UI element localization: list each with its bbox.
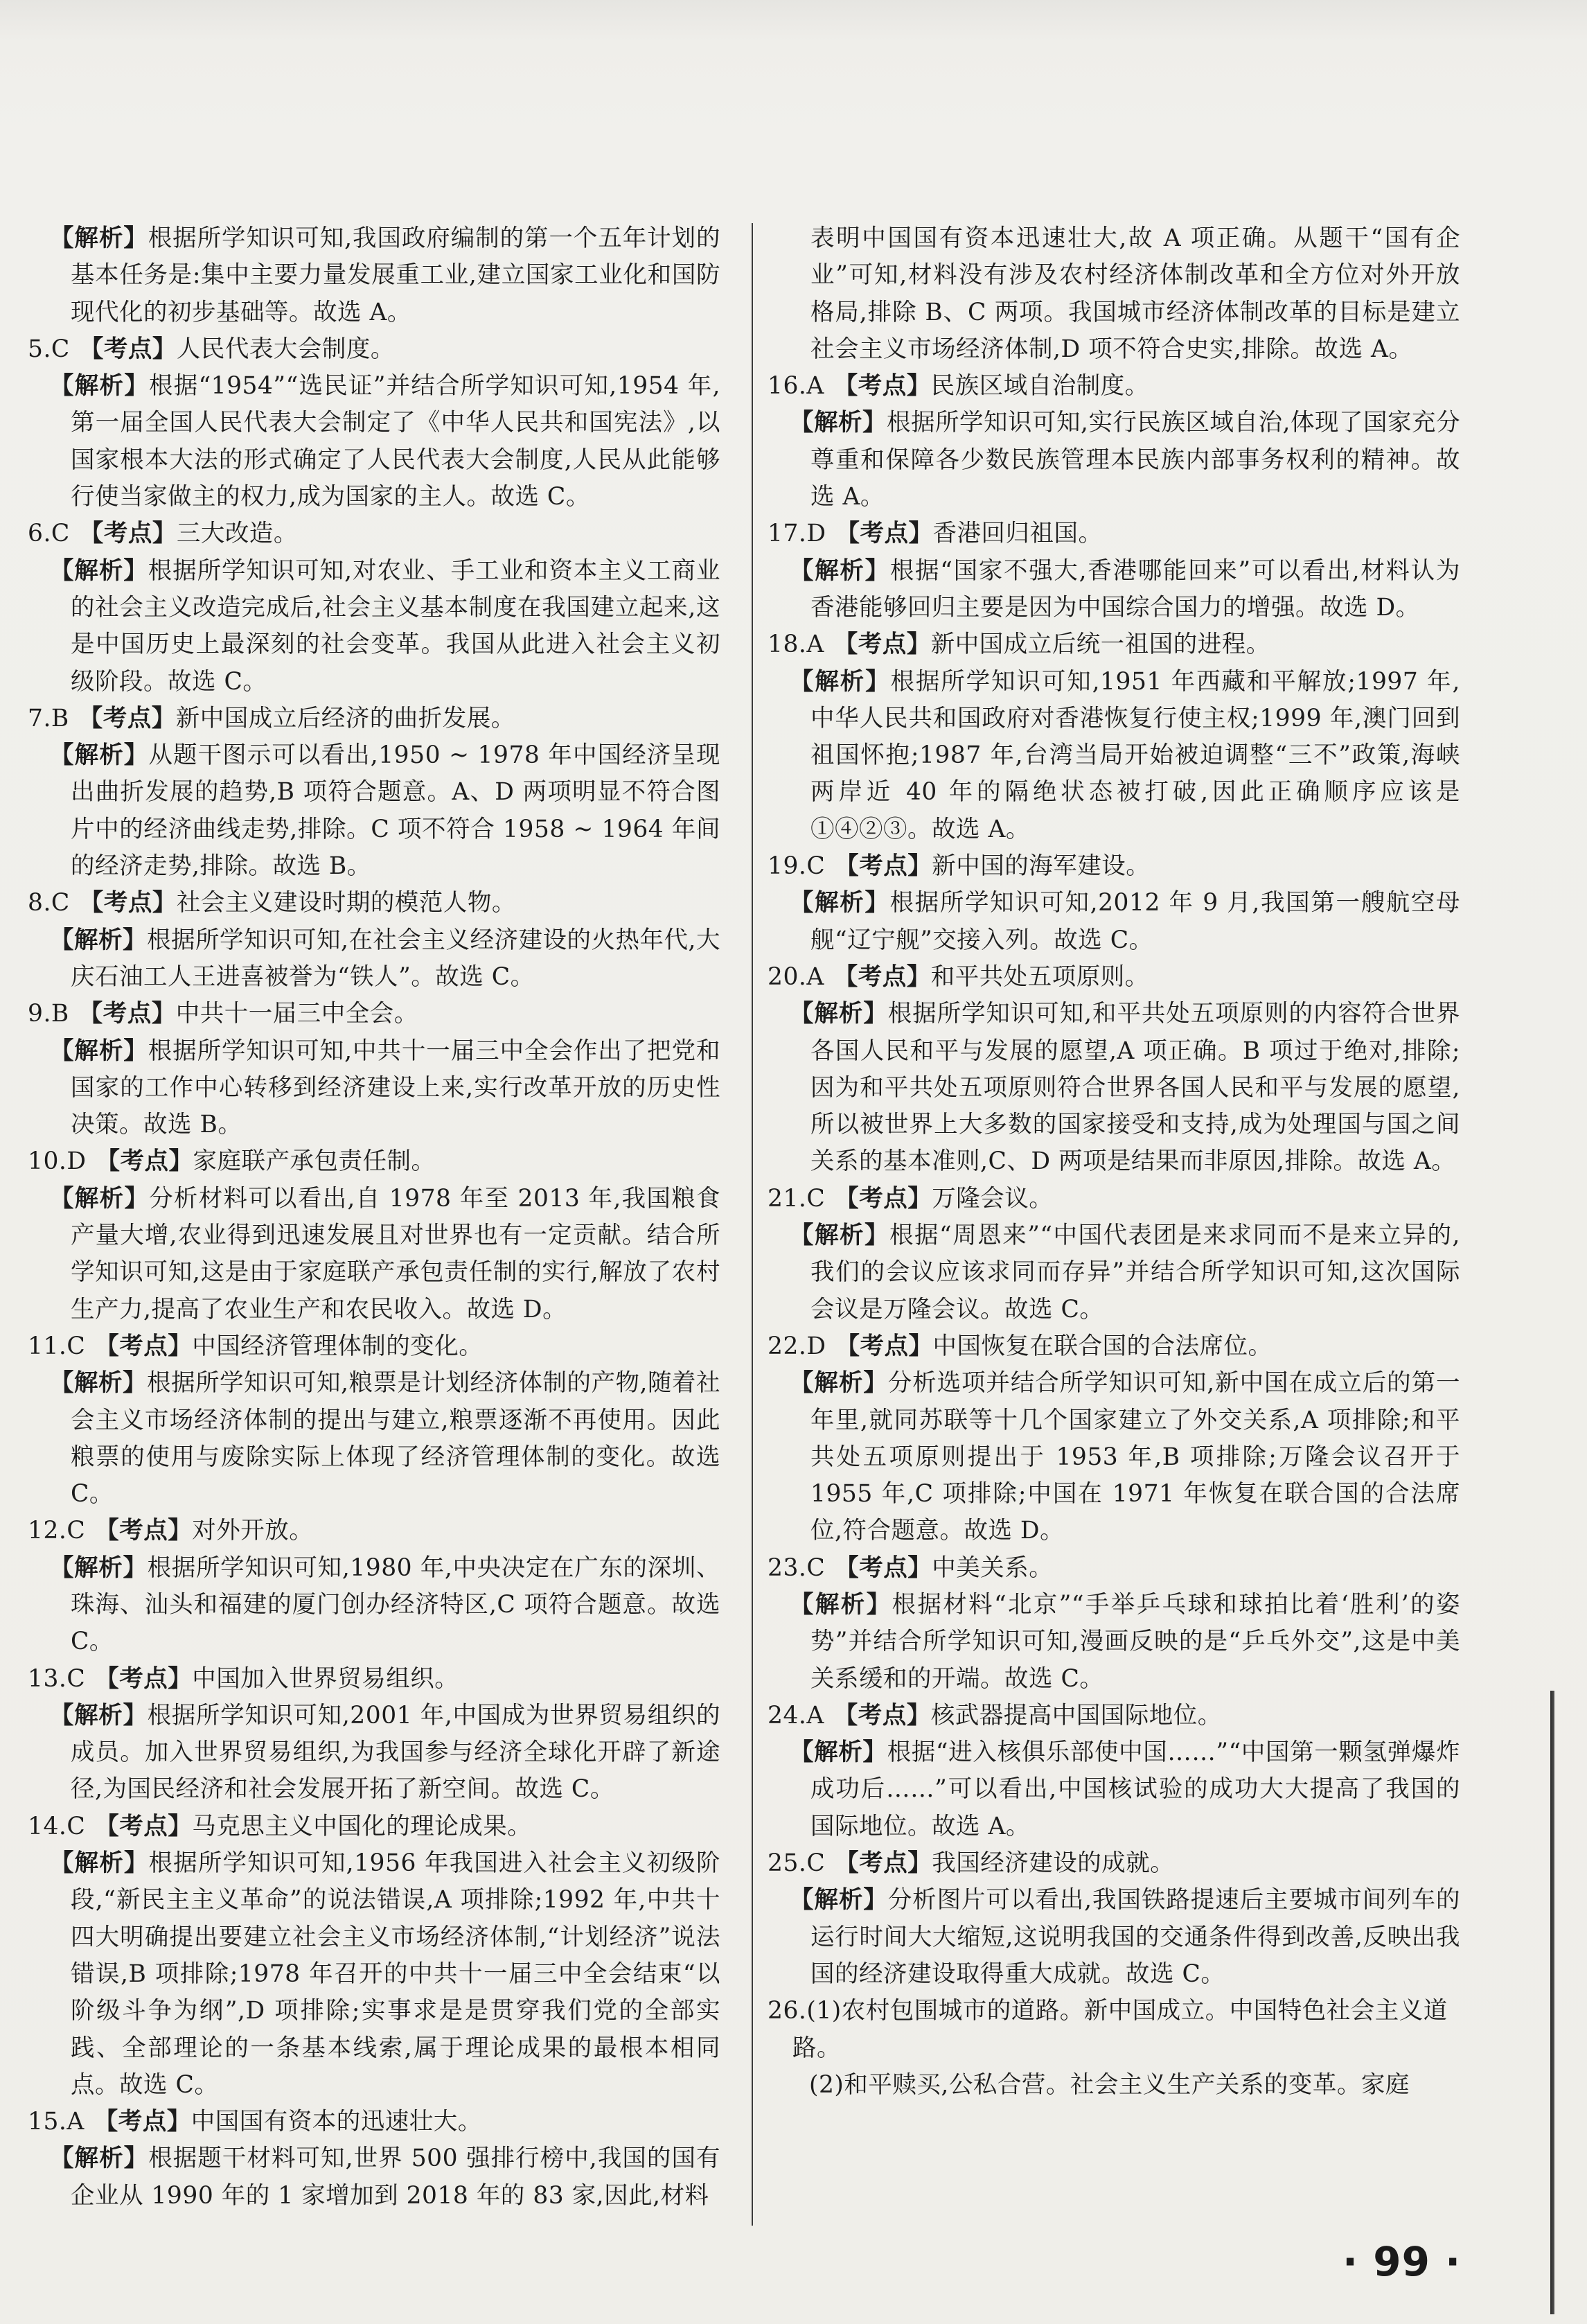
analysis-paragraph [768,1587,1460,1698]
kaodian-tag: 【考点】 [95,1664,193,1693]
analysis-text: 根据“1954”“选民证”并结合所学知识可知,1954 年,第一届全国人民代表大会制定了《中华人民共和国宪法》,以国家根本大法的形式确定了人民代表大会制度,人民从此能够行使当家做主的权力,成为国家的主人。故选 C。 [71,372,720,511]
question-header [28,1808,720,1845]
analysis-text: 根据所学知识可知,2001 年,中国成为世界贸易组织的成员。加入世界贸易组织,为我国参与经济全球化开辟了新途径,为国民经济和社会发展开拓了新空间。故选 C。 [71,1701,720,1804]
question-number: 22.D [768,1332,826,1360]
question-header [768,1181,1460,1217]
column-divider [752,223,753,2226]
kaodian-tag: 【考点】 [94,2108,191,2136]
analysis-tag: 【解析】 [50,1369,148,1398]
analysis-tag: 【解析】 [50,1553,148,1582]
question-number: 5.C [28,335,70,363]
kaodian-tag: 【考点】 [835,1332,933,1360]
analysis-continued [768,220,1460,368]
analysis-tag: 【解析】 [790,1886,888,1914]
question-number: 14.C [28,1812,86,1840]
analysis-tag: 【解析】 [790,1222,890,1250]
question-topic: 中美关系。 [932,1553,1054,1582]
answer-paragraph [768,2067,1460,2104]
kaodian-tag: 【考点】 [79,889,177,917]
kaodian-tag: 【考点】 [835,520,933,548]
analysis-text: 根据所学知识可知,2012 年 9 月,我国第一艘航空母舰“辽宁舰”交接入列。故选 C。 [810,889,1460,954]
analysis-text: 根据“进入核俱乐部使中国……”“中国第一颗氢弹爆炸成功后……”可以看出,中国核试验的成功大大提高了我国的国际地位。故选 A。 [810,1738,1460,1840]
question-number: 8.C [28,889,70,917]
analysis-text: 根据所学知识可知,1980 年,中央决定在广东的深圳、珠海、汕头和福建的厦门创办经济特区,C 项符合题意。故选 C。 [71,1553,720,1656]
kaodian-tag: 【考点】 [95,1332,193,1360]
question-header [28,1661,720,1698]
analysis-text: 根据“国家不强大,香港哪能回来”可以看出,材料认为香港能够回归主要是因为中国综合国力的增强。故选 D。 [810,556,1460,622]
analysis-tag: 【解析】 [790,1590,892,1619]
question-topic: 和平共处五项原则。 [930,962,1149,991]
answer-paragraph [768,1993,1460,2067]
question-header [28,1143,720,1180]
analysis-tag: 【解析】 [50,741,149,770]
analysis-paragraph [768,1217,1460,1328]
question-number: 12.C [28,1517,86,1545]
right-column [768,220,1460,2104]
question-number: 10.D [28,1147,87,1176]
analysis-text: 表明中国国有资本迅速壮大,故 A 项正确。从题干“国有企业”可知,材料没有涉及农村经济体制改革和全方位对外开放格局,排除 B、C 两项。我国城市经济体制改革的目标是建立社会主义市场经济体制,D 项不符合史实,排除。故选 A。 [810,225,1460,363]
analysis-text: 根据所学知识可知,1956 年我国进入社会主义初级阶段,“新民主主义革命”的说法错误,A 项排除;1992 年,中共十四大明确提出要建立社会主义市场经济体制,“计划经济”说法错误,B 项排除;1978 年召开的中共十一届三中全会结束“以阶级斗争为纲”,D 项排除;实事求是是贯穿我们党的全部实践、全部理论的一条基本线索,属于理论成果的最根本相同点。故选 C。 [71,1849,720,2099]
analysis-text: 根据所学知识可知,我国政府编制的第一个五年计划的基本任务是:集中主要力量发展重工业,建立国家工业化和国防现代化的初步基础等。故选 A。 [71,225,721,326]
analysis-tag: 【解析】 [790,1000,888,1028]
left-column [28,220,720,2215]
question-header [768,1698,1460,1734]
answer-text: 26.(1)农村包围城市的道路。新中国成立。中国特色社会主义道路。 [768,1997,1448,2062]
analysis-paragraph [28,1550,720,1661]
analysis-paragraph [28,922,720,996]
kaodian-tag: 【考点】 [835,1184,932,1213]
question-number: 9.B [28,1000,69,1028]
analysis-paragraph [768,1734,1460,1845]
question-header [28,1513,720,1549]
analysis-paragraph [768,996,1460,1180]
question-header [28,701,720,737]
question-number: 11.C [28,1332,86,1360]
kaodian-tag: 【考点】 [833,631,931,659]
analysis-tag: 【解析】 [50,1701,148,1729]
question-topic: 社会主义建设时期的模范人物。 [176,889,516,917]
analysis-paragraph [28,1365,720,1513]
page-edge-shadow [1550,1691,1554,2314]
analysis-tag: 【解析】 [790,1369,888,1398]
question-number: 17.D [768,520,826,548]
question-topic: 新中国的海军建设。 [932,852,1151,881]
analysis-paragraph [28,368,720,516]
kaodian-tag: 【考点】 [78,1000,176,1028]
question-topic: 对外开放。 [192,1517,314,1545]
question-header [768,1550,1460,1587]
kaodian-tag: 【考点】 [95,1517,193,1545]
analysis-text: 根据所学知识可知,对农业、手工业和资本主义工商业的社会主义改造完成后,社会主义基本制度在我国建立起来,这是中国历史上最深刻的社会变革。我国从此进入社会主义初级阶段。故选 C。 [71,556,721,696]
analysis-paragraph [768,1882,1460,1993]
kaodian-tag: 【考点】 [833,372,931,400]
question-number: 19.C [768,852,826,881]
analysis-tag: 【解析】 [50,1849,149,1878]
kaodian-tag: 【考点】 [96,1147,193,1176]
question-topic: 三大改造。 [176,520,298,548]
analysis-text: 分析选项并结合所学知识可知,新中国在成立后的第一年里,就同苏联等十几个国家建立了外交关系,A 项排除;和平共处五项原则提出于 1953 年,B 项排除;万隆会议召开于 1955 年,C 项排除;中国在 1971 年恢复在联合国的合法席位,符合题意。故选 D。 [810,1369,1461,1545]
analysis-tag: 【解析】 [50,1037,148,1065]
question-topic: 民族区域自治制度。 [930,372,1149,400]
question-number: 16.A [768,372,824,400]
question-header [768,1845,1460,1882]
analysis-paragraph [768,405,1460,516]
kaodian-tag: 【考点】 [835,1553,932,1582]
analysis-text: 根据所学知识可知,中共十一届三中全会作出了把党和国家的工作中心转移到经济建设上来,实行改革开放的历史性决策。故选 B。 [71,1037,721,1139]
question-topic: 中国加入世界贸易组织。 [192,1664,459,1693]
question-topic: 新中国成立后统一祖国的进程。 [930,631,1270,659]
question-number: 13.C [28,1664,86,1693]
question-topic: 中国国有资本的迅速壮大。 [190,2108,482,2136]
analysis-paragraph [768,885,1460,959]
question-topic: 香港回归祖国。 [932,520,1103,548]
analysis-text: 从题干图示可以看出,1950 ~ 1978 年中国经济呈现出曲折发展的趋势,B 项符合题意。A、D 两项明显不符合图片中的经济曲线走势,排除。C 项不符合 1958 ~ 1964 年间的经济走势,排除。故选 B。 [71,741,721,881]
kaodian-tag: 【考点】 [833,962,931,991]
question-header [768,516,1460,552]
question-header [768,626,1460,663]
analysis-text: 根据材料“北京”“手举乒乓球和球拍比着‘胜利’的姿势”并结合所学知识可知,漫画反映的是“乒乓外交”,这是中美关系缓和的开端。故选 C。 [810,1590,1461,1693]
question-topic: 中国经济管理体制的变化。 [192,1332,484,1360]
analysis-text: 根据所学知识可知,实行民族区域自治,体现了国家充分尊重和保障各少数民族管理本民族内部事务权利的精神。故选 A。 [810,409,1460,511]
analysis-tag: 【解析】 [50,2145,149,2173]
kaodian-tag: 【考点】 [78,704,176,732]
analysis-tag: 【解析】 [50,372,149,400]
question-number: 7.B [28,704,69,732]
question-header [28,516,720,552]
kaodian-tag: 【考点】 [835,852,932,881]
question-header [28,996,720,1032]
analysis-tag: 【解析】 [50,926,148,954]
analysis-paragraph [28,1698,720,1808]
question-topic: 核武器提高中国国际地位。 [930,1701,1222,1729]
question-topic: 中共十一届三中全会。 [175,1000,418,1028]
kaodian-tag: 【考点】 [95,1812,193,1840]
analysis-text: 根据“周恩来”“中国代表团是来求同而不是来立异的,我们的会议应该求同而存异”并结合所学知识可知,这次国际会议是万隆会议。故选 C。 [810,1222,1461,1323]
analysis-paragraph [768,553,1460,627]
question-topic: 马克思主义中国化的理论成果。 [192,1812,532,1840]
analysis-paragraph [28,1845,720,2104]
question-header [768,1328,1460,1365]
analysis-tag: 【解析】 [50,556,148,585]
analysis-text: 根据所学知识可知,1951 年西藏和平解放;1997 年,中华人民共和国政府对香港恢复行使主权;1999 年,澳门回到祖国怀抱;1987 年,台湾当局开始被迫调整“三不”政策,海峡两岸近 40 年的隔绝状态被打破,因此正确顺序应该是①④②③。故选 A。 [810,667,1460,843]
analysis-paragraph [28,737,720,885]
question-number: 24.A [768,1701,824,1729]
answer-text: (2)和平赎买,公私合营。社会主义生产关系的变革。家庭 [809,2070,1410,2099]
analysis-tag: 【解析】 [790,556,890,585]
analysis-paragraph [28,553,720,701]
question-number: 20.A [768,962,824,991]
analysis-paragraph [28,2140,720,2215]
analysis-text: 分析图片可以看出,我国铁路提速后主要城市间列车的运行时间大大缩短,这说明我国的交通条件得到改善,反映出我国的经济建设取得重大成就。故选 C。 [810,1886,1461,1988]
question-header [28,885,720,922]
analysis-paragraph [768,664,1460,848]
question-topic: 中国恢复在联合国的合法席位。 [932,1332,1273,1360]
kaodian-tag: 【考点】 [833,1701,931,1729]
analysis-tag: 【解析】 [50,225,148,252]
analysis-text: 根据所学知识可知,在社会主义经济建设的火热年代,大庆石油工人王进喜被誉为“铁人”。故选 C。 [71,926,720,991]
question-number: 15.A [28,2108,85,2136]
question-header [768,368,1460,405]
question-topic: 家庭联产承包责任制。 [193,1147,436,1176]
analysis-tag: 【解析】 [790,1738,887,1767]
question-number: 25.C [768,1849,826,1878]
analysis-paragraph [28,1181,720,1328]
analysis-tag: 【解析】 [790,889,890,917]
analysis-text: 根据所学知识可知,粮票是计划经济体制的产物,随着社会主义市场经济体制的提出与建立,粮票逐渐不再使用。因此粮票的使用与废除实际上体现了经济管理体制的变化。故选 C。 [71,1369,720,1508]
analysis-paragraph [28,220,720,331]
analysis-tag: 【解析】 [50,1184,150,1213]
analysis-tag: 【解析】 [790,409,887,437]
question-header [28,331,720,368]
question-number: 18.A [768,631,824,659]
analysis-paragraph [768,1365,1460,1549]
kaodian-tag: 【考点】 [79,520,177,548]
question-number: 23.C [768,1553,826,1582]
analysis-text: 根据所学知识可知,和平共处五项原则的内容符合世界各国人民和平与发展的愿望,A 项正确。B 项过于绝对,排除;因为和平共处五项原则符合世界各国人民和平与发展的愿望,所以被世界上大多数的国家接受和支持,成为处理国与国之间关系的基本准则,C、D 两项是结果而非原因,排除。故选 A。 [810,1000,1461,1176]
question-topic: 人民代表大会制度。 [176,335,395,363]
question-header [28,2104,720,2140]
question-number: 6.C [28,520,70,548]
analysis-tag: 【解析】 [790,667,891,696]
question-topic: 我国经济建设的成就。 [932,1849,1175,1878]
question-header [28,1328,720,1365]
question-topic: 万隆会议。 [932,1184,1054,1213]
analysis-text: 分析材料可以看出,自 1978 年至 2013 年,我国粮食产量大增,农业得到迅速发展且对世界也有一定贡献。结合所学知识可知,这是由于家庭联产承包责任制的实行,解放了农村生产力,提高了农业生产和农民收入。故选 D。 [71,1184,720,1323]
question-topic: 新中国成立后经济的曲折发展。 [175,704,515,732]
analysis-paragraph [28,1033,720,1144]
kaodian-tag: 【考点】 [835,1849,932,1878]
kaodian-tag: 【考点】 [79,335,177,363]
question-header [768,959,1460,996]
question-header [768,848,1460,885]
analysis-text: 根据题干材料可知,世界 500 强排行榜中,我国的国有企业从 1990 年的 1 家增加到 2018 年的 83 家,因此,材料 [71,2145,721,2210]
page-number: · 99 · [1342,2238,1462,2285]
question-number: 21.C [768,1184,826,1213]
